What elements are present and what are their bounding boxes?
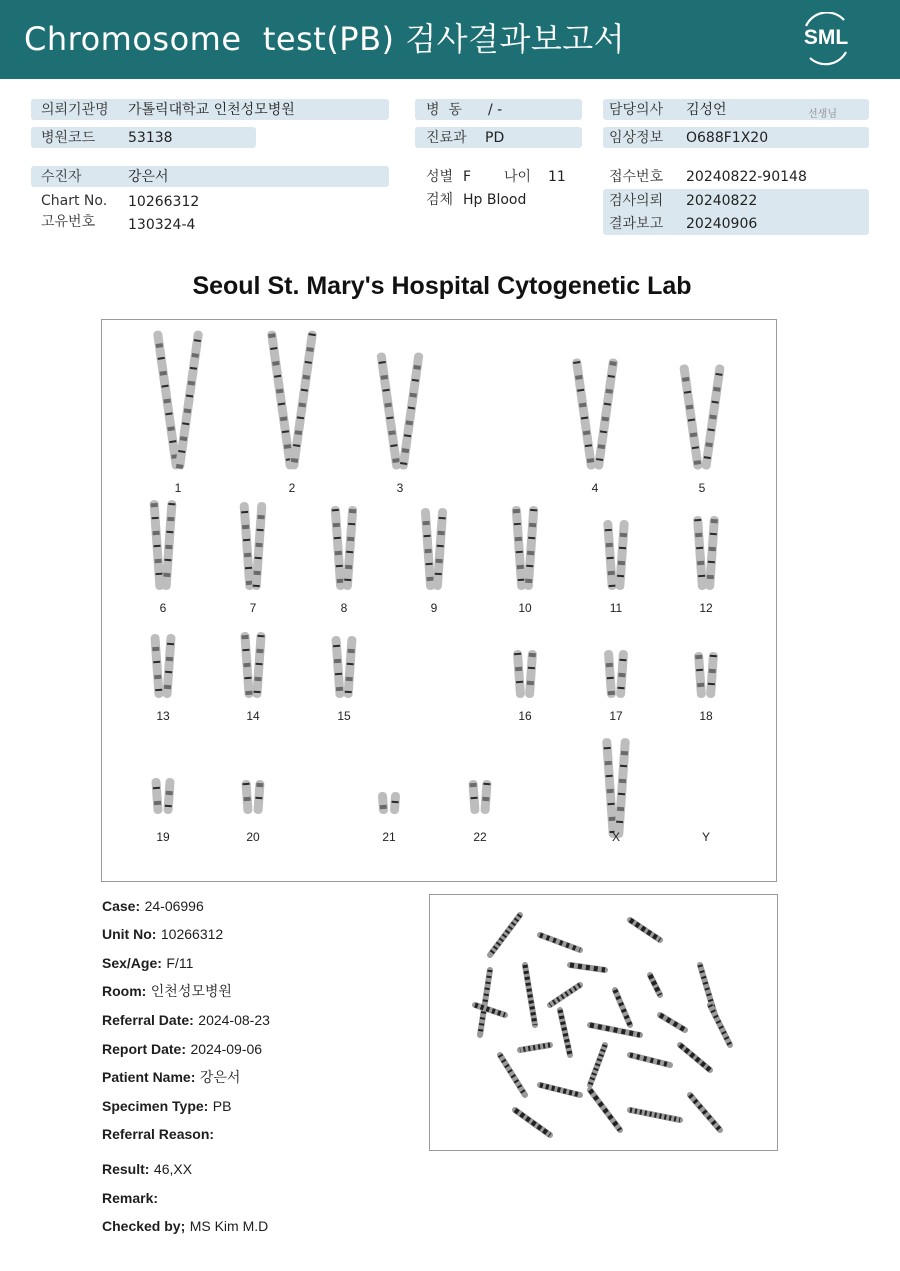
case-row bbox=[102, 897, 204, 916]
metaphase-chromosomes bbox=[430, 895, 777, 1150]
chromosome-label-X: X bbox=[611, 830, 620, 844]
chromosome-label-17: 17 bbox=[609, 709, 623, 723]
metaphase-chromosome bbox=[480, 970, 490, 1035]
sexage-value: F/11 bbox=[166, 955, 194, 971]
specimen-type-label: Specimen Type: bbox=[102, 1098, 209, 1114]
ward-value: / - bbox=[488, 102, 503, 118]
case-value: 24-06996 bbox=[144, 898, 204, 914]
chromosome-pair-19 bbox=[151, 778, 174, 815]
report-date-label: Report Date: bbox=[102, 1041, 187, 1057]
karyotype-image bbox=[101, 319, 777, 882]
sexage-label: Sex/Age: bbox=[102, 955, 162, 971]
metaphase-chromosome bbox=[475, 1005, 505, 1015]
case-label: Case: bbox=[102, 898, 141, 914]
patient-value: 강은서 bbox=[128, 169, 169, 185]
metaphase-chromosome bbox=[615, 990, 630, 1025]
chromosome-pair-1 bbox=[153, 330, 203, 470]
requester-label: 의뢰기관명 bbox=[41, 102, 109, 118]
checked-by-value: MS Kim M.D bbox=[189, 1218, 269, 1234]
room-row bbox=[102, 982, 232, 1001]
doctor-suffix: 선생님 bbox=[808, 109, 837, 120]
hospital-code-label: 병원코드 bbox=[41, 130, 96, 146]
chromosome-label-20: 20 bbox=[246, 830, 260, 844]
clinical-label: 임상정보 bbox=[609, 130, 664, 146]
result-label: Result: bbox=[102, 1161, 150, 1177]
metaphase-chromosome bbox=[500, 1055, 525, 1095]
chromosome-pair-8 bbox=[331, 506, 358, 590]
result-row bbox=[102, 1160, 192, 1179]
logo-text: SML bbox=[803, 26, 849, 49]
chromosome-label-16: 16 bbox=[518, 709, 532, 723]
sexage-row bbox=[102, 954, 193, 973]
chart-value: 10266312 bbox=[128, 194, 200, 210]
hospital-code-value: 53138 bbox=[128, 130, 173, 146]
patient-name-row bbox=[102, 1068, 240, 1087]
checked-by-label: Checked by; bbox=[102, 1218, 186, 1234]
chromosome-label-19: 19 bbox=[156, 830, 170, 844]
metaphase-chromosome bbox=[520, 1045, 550, 1050]
referral-date-value: 2024-08-23 bbox=[198, 1012, 270, 1028]
checked-by-row bbox=[102, 1217, 268, 1236]
metaphase-chromosome bbox=[660, 1015, 685, 1030]
chromosome-pair-14 bbox=[240, 632, 266, 698]
room-label: Room: bbox=[102, 983, 147, 999]
metaphase-chromosome bbox=[590, 1090, 620, 1130]
metaphase-chromosome bbox=[630, 920, 660, 940]
chromosome-pair-10 bbox=[512, 506, 539, 590]
chart-label: Chart No. bbox=[41, 193, 108, 209]
metaphase-chromosome bbox=[590, 1045, 605, 1085]
metaphase-chromosome bbox=[515, 1110, 550, 1135]
doctor-label: 담당의사 bbox=[609, 102, 664, 118]
chromosome-label-10: 10 bbox=[518, 601, 532, 615]
unit-row bbox=[102, 925, 223, 944]
metaphase-chromosome bbox=[490, 915, 520, 955]
metaphase-chromosome bbox=[525, 965, 535, 1025]
chromosome-label-22: 22 bbox=[473, 830, 487, 844]
sml-logo bbox=[798, 12, 854, 66]
sex-label: 성별 bbox=[426, 169, 454, 185]
chromosome-label-5: 5 bbox=[698, 481, 706, 495]
chromosome-pair-11 bbox=[603, 520, 629, 590]
referral-date-label: Referral Date: bbox=[102, 1012, 194, 1028]
unique-label: 고유번호 bbox=[41, 214, 96, 230]
chromosome-label-7: 7 bbox=[249, 601, 257, 615]
chromosome-label-6: 6 bbox=[159, 601, 167, 615]
chromosome-label-14: 14 bbox=[246, 709, 260, 723]
chromosome-label-Y: Y bbox=[701, 830, 710, 844]
metaphase-chromosome bbox=[570, 965, 605, 970]
report-date-value: 2024-09-06 bbox=[190, 1041, 263, 1057]
info-bar bbox=[31, 166, 389, 187]
chromosome-pair-6 bbox=[149, 500, 176, 590]
chromosome-label-3: 3 bbox=[396, 481, 404, 495]
chromosome-pair-18 bbox=[694, 652, 718, 699]
metaphase-chromosome bbox=[650, 975, 660, 995]
chromosome-pair-7 bbox=[239, 502, 266, 590]
chromosome-pair-3 bbox=[376, 352, 423, 470]
chromosome-pair-16 bbox=[513, 650, 537, 699]
chromosome-label-8: 8 bbox=[340, 601, 348, 615]
requester-value: 가톨릭대학교 인천성모병원 bbox=[128, 102, 295, 118]
unit-label: Unit No: bbox=[102, 926, 157, 942]
report-header bbox=[0, 0, 900, 79]
department-value: PD bbox=[485, 130, 505, 146]
metaphase-chromosome bbox=[680, 1045, 710, 1070]
clinical-value: O688F1X20 bbox=[686, 130, 769, 146]
chromosome-pair-5 bbox=[679, 364, 725, 470]
metaphase-chromosome bbox=[630, 1055, 670, 1065]
metaphase-chromosome bbox=[630, 1110, 680, 1120]
chromosome-label-1: 1 bbox=[174, 481, 182, 495]
referral-reason-label: Referral Reason: bbox=[102, 1126, 215, 1142]
unique-value: 130324-4 bbox=[128, 217, 196, 233]
room-value: 인천성모병원 bbox=[150, 983, 232, 999]
specimen-label: 검체 bbox=[426, 192, 454, 208]
report-title: Chromosome test(PB) 검사결과보고서 bbox=[24, 20, 626, 58]
age-value: 11 bbox=[548, 169, 566, 185]
chromosome-pair-15 bbox=[331, 636, 356, 698]
metaphase-chromosome bbox=[560, 1010, 570, 1055]
receipt-label: 접수번호 bbox=[609, 169, 664, 185]
chromosome-pair-13 bbox=[150, 634, 175, 698]
chromosome-pair-12 bbox=[693, 516, 719, 590]
chromosome-pair-X bbox=[602, 738, 630, 838]
chromosome-pair-21 bbox=[378, 792, 401, 815]
metaphase-chromosome bbox=[690, 1095, 720, 1130]
report-date-row bbox=[102, 1040, 262, 1059]
doctor-value: 김성언 bbox=[686, 102, 727, 118]
chromosome-label-21: 21 bbox=[382, 830, 396, 844]
chromosome-label-9: 9 bbox=[430, 601, 438, 615]
specimen-value: Hp Blood bbox=[463, 192, 527, 208]
report-date-label: 결과보고 bbox=[609, 216, 664, 232]
referral-date-row bbox=[102, 1011, 270, 1030]
metaphase-chromosome bbox=[540, 935, 580, 950]
chromosome-label-13: 13 bbox=[156, 709, 170, 723]
chromosome-pair-4 bbox=[572, 358, 618, 470]
chromosome-label-11: 11 bbox=[609, 601, 623, 615]
department-label: 진료과 bbox=[426, 130, 467, 146]
metaphase-chromosome bbox=[540, 1085, 580, 1095]
receipt-value: 20240822-90148 bbox=[686, 169, 807, 185]
metaphase-image bbox=[429, 894, 778, 1151]
chromosome-pair-22 bbox=[468, 780, 491, 815]
referral-reason-row bbox=[102, 1125, 214, 1144]
patient-name-label: Patient Name: bbox=[102, 1069, 196, 1085]
chromosome-pair-20 bbox=[241, 780, 264, 815]
chromosome-label-18: 18 bbox=[699, 709, 713, 723]
lab-title: Seoul St. Mary's Hospital Cytogenetic Lab bbox=[192, 272, 692, 300]
chromosome-label-2: 2 bbox=[288, 481, 296, 495]
chromosome-pair-2 bbox=[267, 330, 317, 470]
metaphase-chromosome bbox=[550, 985, 580, 1005]
sex-value: F bbox=[463, 169, 472, 185]
request-date-value: 20240822 bbox=[686, 193, 758, 209]
specimen-type-row bbox=[102, 1097, 231, 1116]
patient-name-value: 강은서 bbox=[199, 1069, 241, 1085]
report-date-value: 20240906 bbox=[686, 216, 758, 232]
result-value: 46,XX bbox=[153, 1161, 193, 1177]
remark-label: Remark: bbox=[102, 1190, 159, 1206]
chromosome-pair-17 bbox=[604, 650, 628, 699]
chromosome-label-12: 12 bbox=[699, 601, 713, 615]
remark-row bbox=[102, 1189, 158, 1208]
patient-label: 수진자 bbox=[41, 169, 82, 185]
request-date-label: 검사의뢰 bbox=[609, 193, 664, 209]
age-label: 나이 bbox=[504, 169, 532, 185]
unit-value: 10266312 bbox=[160, 926, 224, 942]
chromosome-label-15: 15 bbox=[337, 709, 351, 723]
chromosome-label-4: 4 bbox=[591, 481, 599, 495]
chromosome-pair-9 bbox=[421, 508, 448, 590]
specimen-type-value: PB bbox=[212, 1098, 232, 1114]
ward-label: 병 동 bbox=[426, 102, 462, 118]
metaphase-chromosome bbox=[710, 1005, 730, 1045]
